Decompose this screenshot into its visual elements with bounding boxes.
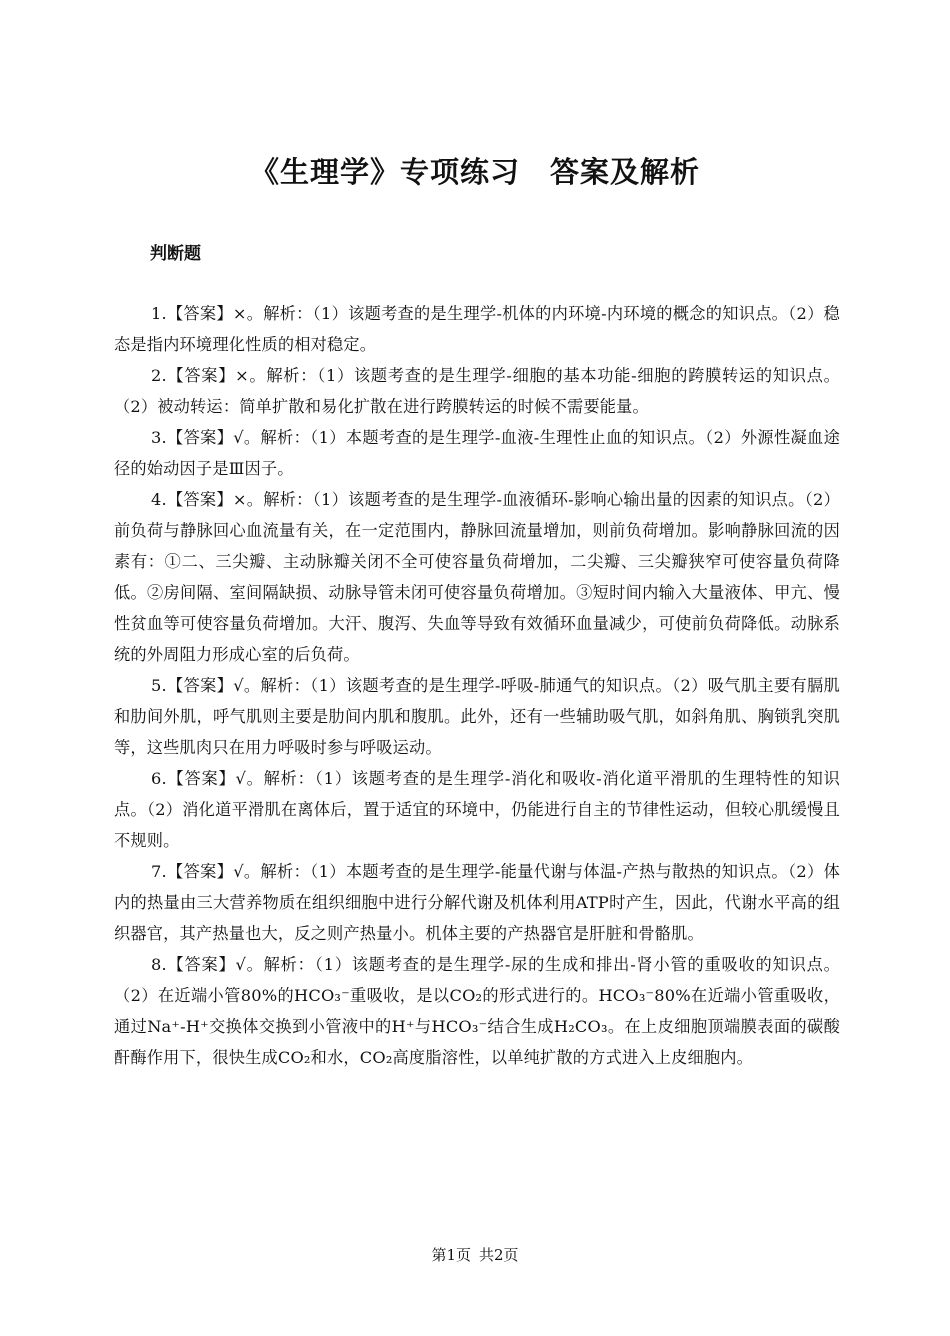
answer-item-7: 7.【答案】√。解析：（1）本题考查的是生理学-能量代谢与体温-产热与散热的知识点。（2）体内的热量由三大营养物质在组织细胞中进行分解代谢及机体利用ATP时产生，因此，代谢水平高的组织器官，其产热量也大，反之则产热量小。机体主要的产热器官是肝脏和骨骼肌。 bbox=[114, 862, 840, 943]
answer-list bbox=[114, 298, 840, 1073]
answer-item-2: 2.【答案】×。解析：（1）该题考查的是生理学-细胞的基本功能-细胞的跨膜转运的知识点。（2）被动转运：简单扩散和易化扩散在进行跨膜转运的时候不需要能量。 bbox=[114, 366, 840, 416]
answer-item-4: 4.【答案】×。解析：（1）该题考查的是生理学-血液循环-影响心输出量的因素的知识点。（2）前负荷与静脉回心血流量有关，在一定范围内，静脉回流量增加，则前负荷增加。影响静脉回流的因素有：①二、三尖瓣、主动脉瓣关闭不全可使容量负荷增加，二尖瓣、三尖瓣狭窄可使容量负荷降低。②房间隔、室间隔缺损、动脉导管未闭可使容量负荷增加。③短时间内输入大量液体、甲亢、慢性贫血等可使容量负荷增加。大汗、腹泻、失血等导致有效循环血量减少，可使前负荷降低。动脉系统的外周阻力形成心室的后负荷。 bbox=[114, 490, 840, 664]
answer-item-5: 5.【答案】√。解析：（1）该题考查的是生理学-呼吸-肺通气的知识点。（2）吸气肌主要有膈肌和肋间外肌，呼气肌则主要是肋间内肌和腹肌。此外，还有一些辅助吸气肌，如斜角肌、胸锁乳突肌等，这些肌肉只在用力呼吸时参与呼吸运动。 bbox=[114, 676, 840, 757]
page-total: 共2页 bbox=[479, 1246, 519, 1264]
answer-item-8: 8.【答案】√。解析：（1）该题考查的是生理学-尿的生成和排出-肾小管的重吸收的知识点。（2）在近端小管80%的HCO₃⁻重吸收，是以CO₂的形式进行的。HCO₃⁻80%在近端小管重吸收，通过Na⁺-H⁺交换体交换到小管液中的H⁺与HCO₃⁻结合生成H₂CO₃。在上皮细胞顶端膜表面的碳酸酐酶作用下，很快生成CO₂和水，CO₂高度脂溶性，以单纯扩散的方式进入上皮细胞内。 bbox=[114, 955, 840, 1067]
answer-item-3: 3.【答案】√。解析：（1）本题考查的是生理学-血液-生理性止血的知识点。（2）外源性凝血途径的始动因子是Ⅲ因子。 bbox=[114, 428, 840, 478]
answer-item-6: 6.【答案】√。解析：（1）该题考查的是生理学-消化和吸收-消化道平滑肌的生理特性的知识点。（2）消化道平滑肌在离体后，置于适宜的环境中，仍能进行自主的节律性运动，但较心肌缓慢且不规则。 bbox=[114, 769, 840, 850]
section-heading-true-false: 判断题 bbox=[150, 244, 201, 264]
page-number: 第1页 bbox=[431, 1246, 471, 1264]
page-footer bbox=[0, 1244, 950, 1265]
answer-item-1: 1.【答案】×。解析：（1）该题考查的是生理学-机体的内环境-内环境的概念的知识点。（2）稳态是指内环境理化性质的相对稳定。 bbox=[114, 304, 840, 354]
page-title: 《生理学》专项练习 答案及解析 bbox=[249, 155, 700, 189]
